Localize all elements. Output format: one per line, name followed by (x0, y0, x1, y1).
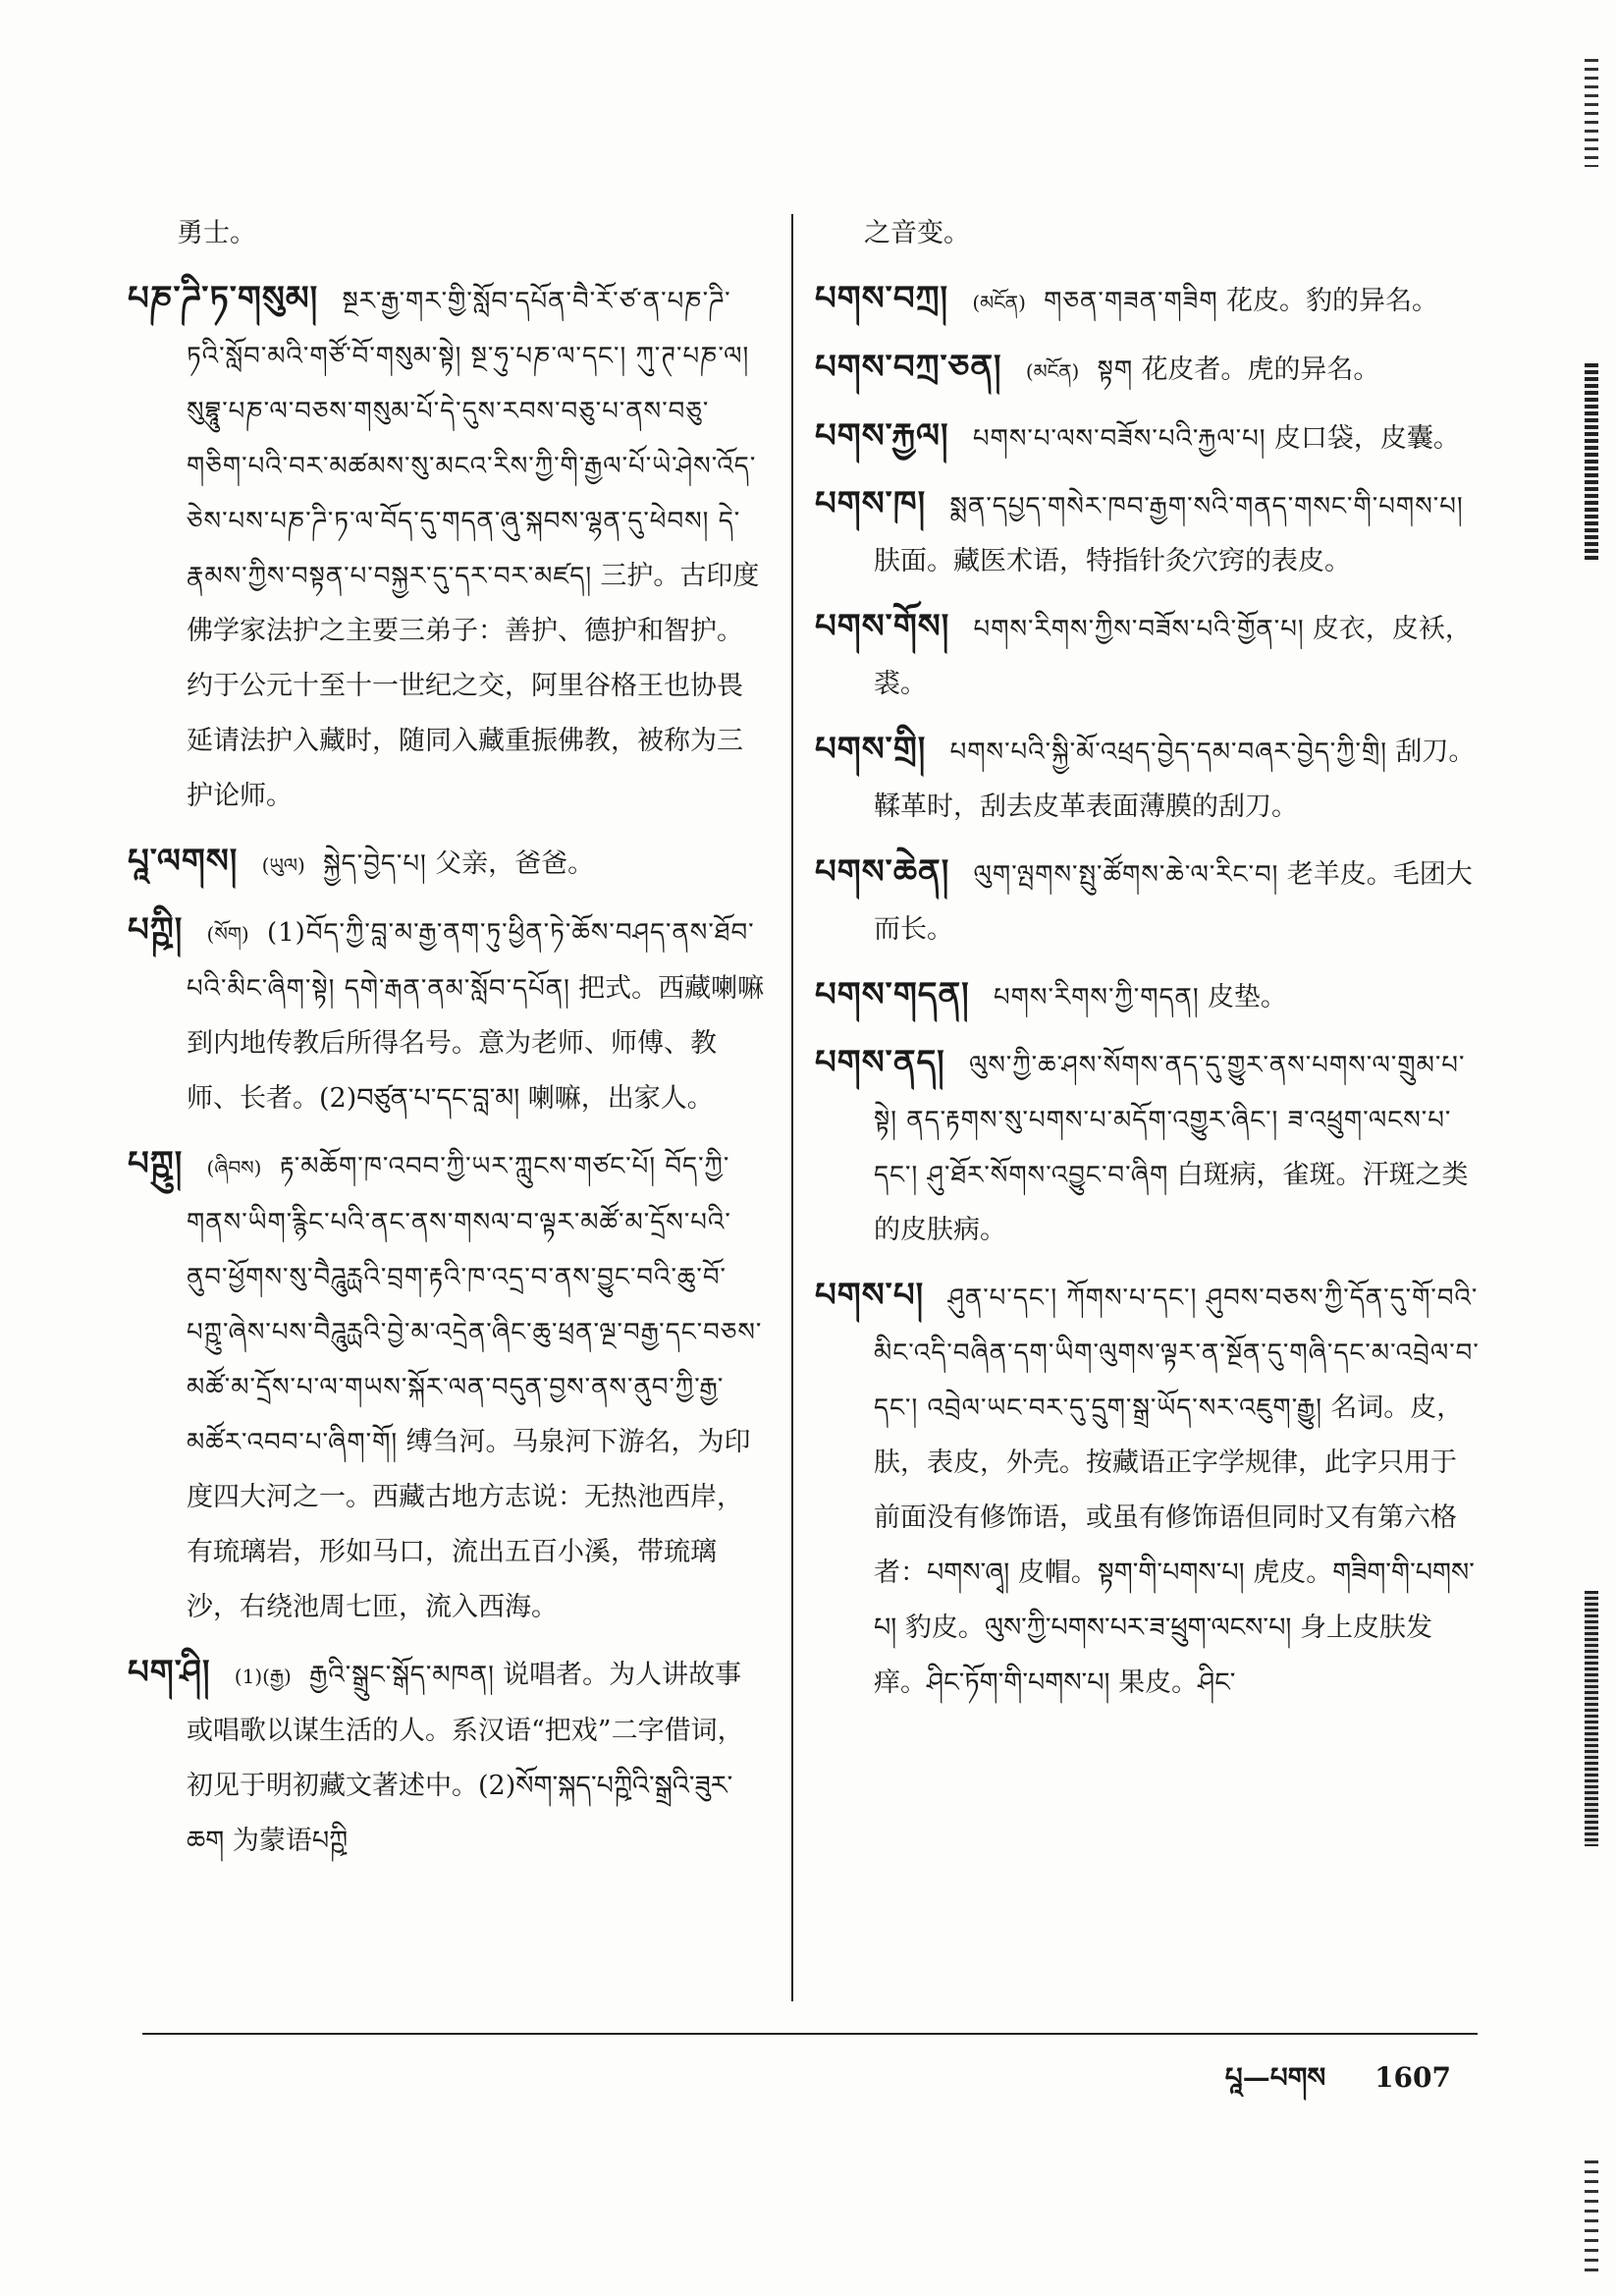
entry-headword: པགས་ཁ། (815, 484, 927, 523)
entry-headword: པཎ་ཌི་ཏ་གསུམ། (128, 279, 319, 318)
entry-tibetan-definition: ཤུན་པ་དང་། ཀོགས་པ་དང་། ཤུབས་བཅས་ཀྱི་དོན་དུ་གོ་བའི་མིང་འདི་བཞིན་དག་ཡིག་ལུགས་ལྟར་ན་སྔོན་དུ་གཞི་དང་མ་འབྲེལ་བ་དང་། འབྲེལ་ཡང་བར་དུ་དྲུག་སྒྲ་ཡོད་སར་འཇུག་རྒྱུ། (874, 1284, 1480, 1423)
entry-tibetan-definition: པགས་པ་ལས་བཟོས་པའི་རྐྱལ་པ། (972, 424, 1266, 454)
entry-tibetan-definition: སྔར་རྒྱ་གར་གྱི་སློབ་དཔོན་བཻ་རོ་ཙ་ན་པཎ་ཌི་ཏའི་སློབ་མའི་གཙོ་བོ་གསུམ་སྟེ། སྔ་ཧུ་པཎ་ལ་དང་། ཀུ་ཊ་པཎ་ལ། སུབྷཱུ་པཎ་ལ་བཅས་གསུམ་པོ་དེ་དུས་རབས་བཅུ་པ་ནས་བཅུ་གཅིག་པའི་བར་མཚམས་སུ་མངའ་རིས་ཀྱི་གི་རྒྱལ་པོ་ཡེ་ཤེས་འོད་ཅེས་པས་པཎ་ཌི་ཏ་ལ་བོད་དུ་གདན་ཞུ་སྐབས་ལྷན་དུ་ཕེབས། དེ་རྣམས་ཀྱིས་བསྟན་པ་བསྐྱར་དུ་དར་བར་མཛད། (187, 287, 757, 591)
entry-chinese-definition: 皮衣，皮袄，裘。 (874, 614, 1472, 699)
page-number: 1607 (1374, 2061, 1451, 2094)
entry-chinese-definition: 白斑病，雀斑。汗斑之类的皮肤病。 (874, 1160, 1469, 1245)
entry-headword: པགས་ཆེན། (815, 852, 950, 892)
entry-tibetan-definition: སྐྱེད་བྱེད་པ། (323, 849, 427, 879)
entry-chinese-definition: 花皮者。虎的异名。 (1141, 355, 1380, 385)
dictionary-entry (128, 1645, 766, 1869)
scan-edge-mark (1585, 1591, 1598, 1846)
dictionary-entry (815, 476, 1482, 589)
footer-rule (142, 2033, 1478, 2035)
scan-edge-mark (1585, 59, 1598, 167)
entry-headword: པགས་རྐྱལ། (815, 416, 949, 456)
entry-tibetan-definition: སྟག (1097, 355, 1134, 385)
entry-headword: པགས་གདན། (815, 975, 970, 1014)
entry-headword: པགས་པ། (815, 1276, 925, 1315)
entry-tibetan-definition: པགས་རིགས་ཀྱི་གདན། (993, 983, 1200, 1012)
entry-chinese-definition: 父亲，爸爸。 (435, 848, 595, 879)
dictionary-entry (815, 1268, 1482, 1711)
entry-chinese-definition: 缚刍河。马泉河下游名，为印度四大河之一。西藏古地方志说：无热池西岸，有琉璃岩，形如马口，流出五百小溪，带琉璃沙，右绕池周七匝，流入西海。 (187, 1427, 751, 1622)
entry-headword: པགས་གོས། (815, 607, 950, 646)
entry-tibetan-definition: ལུག་ལྤགས་སྤུ་ཚོགས་ཆེ་ལ་རིང་བ། (973, 860, 1279, 890)
dictionary-entry (128, 271, 766, 824)
entry-chinese-definition: 皮口袋，皮囊。 (1273, 423, 1460, 454)
entry-tibetan-definition: (1)བོད་ཀྱི་བླ་མ་རྒྱ་ནག་ཏུ་ཕྱིན་ཏེ་ཆོས་བཤད་ནས་ཐོབ་པའི་མིང་ཞིག་སྟེ། དགེ་རྒན་ནམ་སློབ་དཔོན། (187, 918, 755, 1004)
dictionary-entry (128, 902, 766, 1126)
continuation-text: 之音变。 (864, 218, 970, 248)
entry-source-tag: (1)(རྒྱ) (234, 1665, 292, 1688)
entry-tibetan-definition: པགས་རིགས་ཀྱིས་བཟོས་པའི་གྱོན་པ། (973, 615, 1305, 644)
dictionary-entry (815, 967, 1482, 1025)
entry-chinese-definition: 花皮。豹的异名。 (1225, 286, 1438, 316)
dictionary-entry (815, 271, 1482, 330)
entry-source-tag: (ཡུལ) (261, 853, 305, 877)
page-footer (1225, 2047, 1451, 2124)
entry-chinese-definition: 老羊皮。毛团大而长。 (874, 859, 1473, 945)
entry-headword: པག་ཤི། (128, 1653, 211, 1692)
entry-tibetan-definition: རྒྱའི་སྒྲུང་སྒོད་མཁན། (309, 1661, 495, 1690)
entry-source-tag: (ཞིབས) (206, 1156, 262, 1179)
left-column (128, 206, 766, 2013)
entry-chinese-definition: 皮垫。 (1207, 982, 1287, 1012)
column-divider (791, 214, 793, 2001)
entry-chinese-definition: 把式。西藏喇嘛到内地传教后所得名号。意为老师、师傅、教师、长者。(2)བཙུན་པ་དང་བླ་མ། 喇嘛，出家人。 (187, 973, 765, 1114)
continuation-text: 勇士。 (177, 218, 256, 248)
dictionary-entry (128, 834, 766, 893)
dictionary-entry (815, 845, 1482, 957)
entry-chinese-definition: 三护。古印度佛学家法护之主要三弟子：善护、德护和智护。约于公元十至十一世纪之交，阿里谷格王也协畏延请法护入藏时，随同入藏重振佛教，被称为三护论师。 (187, 561, 760, 811)
entry-headword: པགས་ནད། (815, 1043, 945, 1082)
entry-tibetan-definition: སྨན་དཔྱད་གསེར་ཁབ་རྒྱག་སའི་གནད་གསང་གི་པགས་པ། (949, 492, 1464, 521)
dictionary-entry (128, 1136, 766, 1635)
entry-tibetan-definition: རྟ་མཆོག་ཁ་འབབ་ཀྱི་ཡར་ཀླུངས་གཙང་པོ། བོད་ཀྱི་གནས་ཡིག་རྙིང་པའི་ནང་ནས་གསལ་བ་ལྟར་མཚོ་མ་དྲོས་པའི་ནུབ་ཕྱོགས་སུ་བཻཌཱུརྻའི་བྲག་རྟའི་ཁ་འདྲ་བ་ནས་བྱུང་བའི་ཆུ་བོ་པཀྵུ་ཞེས་པས་བཻཌཱུརྻའི་བྱེ་མ་འདྲེན་ཞིང་ཆུ་ཕྲན་ལྔ་བརྒྱ་དང་བཅས་མཚོ་མ་དྲོས་པ་ལ་གཡས་སྐོར་ལན་བདུན་བྱས་ནས་ནུབ་ཀྱི་རྒྱ་མཚོར་འབབ་པ་ཞིག་གོ། (187, 1152, 763, 1457)
right-column (815, 206, 1482, 2013)
scan-edge-mark (1585, 2160, 1598, 2278)
entry-headword: པཀྵི། (128, 910, 184, 950)
headword-range: པཱ—པགས (1224, 2061, 1326, 2094)
entry-tibetan-definition: པགས་པའི་སྐྱི་མོ་འཕྲད་བྱེད་དམ་བཞར་བྱེད་ཀྱི་གྲི། (949, 738, 1388, 767)
entry-chinese-definition: 刮刀。鞣革时，刮去皮革表面薄膜的刮刀。 (874, 737, 1476, 822)
dictionary-entry (815, 599, 1482, 712)
entry-tibetan-definition: གཅན་གཟན་གཟིག (1044, 287, 1218, 316)
entry-headword: པགས་བཀྲ་ཅན། (815, 348, 1002, 387)
entry-chinese-definition: 说唱者。为人讲故事或唱歌以谋生活的人。系汉语“把戏”二字借词，初见于明初藏文著述中。(2)སོག་སྐད་པཀྵིའི་སྒྲའི་ཟུར་ཆག 为蒙语པཀྵི (187, 1660, 744, 1856)
entry-headword: པཀྵུ། (128, 1144, 184, 1183)
entry-headword: པགས་གྲི། (815, 730, 927, 769)
entry-tibetan-definition: ལུས་ཀྱི་ཆ་ཤས་སོགས་ནད་དུ་གྱུར་ནས་པགས་ལ་གྲུམ་པ་སྟེ། ནད་རྟགས་སུ་པགས་པ་མདོག་འགྱུར་ཞིང་། ཟ་འཕྲུག་ལངས་པ་དང་། ཤུ་ཐོར་སོགས་འབྱུང་བ་ཞིག (874, 1051, 1466, 1190)
entry-chinese-definition: 名词。皮，肤，表皮，外壳。按藏语正字学规律，此字只用于前面没有修饰语，或虽有修饰语但同时又有第六格者：པགས་ཞྭ། 皮帽。སྟག་གི་པགས་པ། 虎皮。གཟིག་གི་པགས་པ། 豹皮。ལུས་ཀྱི་པགས་པར་ཟ་ཕྲུག་ལངས་པ། 身上皮肤发痒。ཤིང་ཏོག་གི་པགས་པ། 果皮。ཤིང་ (874, 1393, 1475, 1698)
dictionary-entry (815, 409, 1482, 466)
entry-source-tag: (སོག) (206, 922, 249, 946)
dictionary-entry (815, 722, 1482, 835)
dictionary-entry (815, 1035, 1482, 1258)
entry-chinese-definition: 肤面。藏医术语，特指针灸穴窍的表皮。 (874, 546, 1351, 576)
entry-headword: པགས་བཀྲ། (815, 279, 949, 318)
dictionary-entry (815, 340, 1482, 399)
scan-edge-mark (1585, 363, 1598, 560)
entry-source-tag: (མངོན) (972, 291, 1026, 314)
entry-headword: པཱ་ལགས། (128, 842, 239, 881)
entry-source-tag: (མངོན) (1025, 359, 1080, 383)
